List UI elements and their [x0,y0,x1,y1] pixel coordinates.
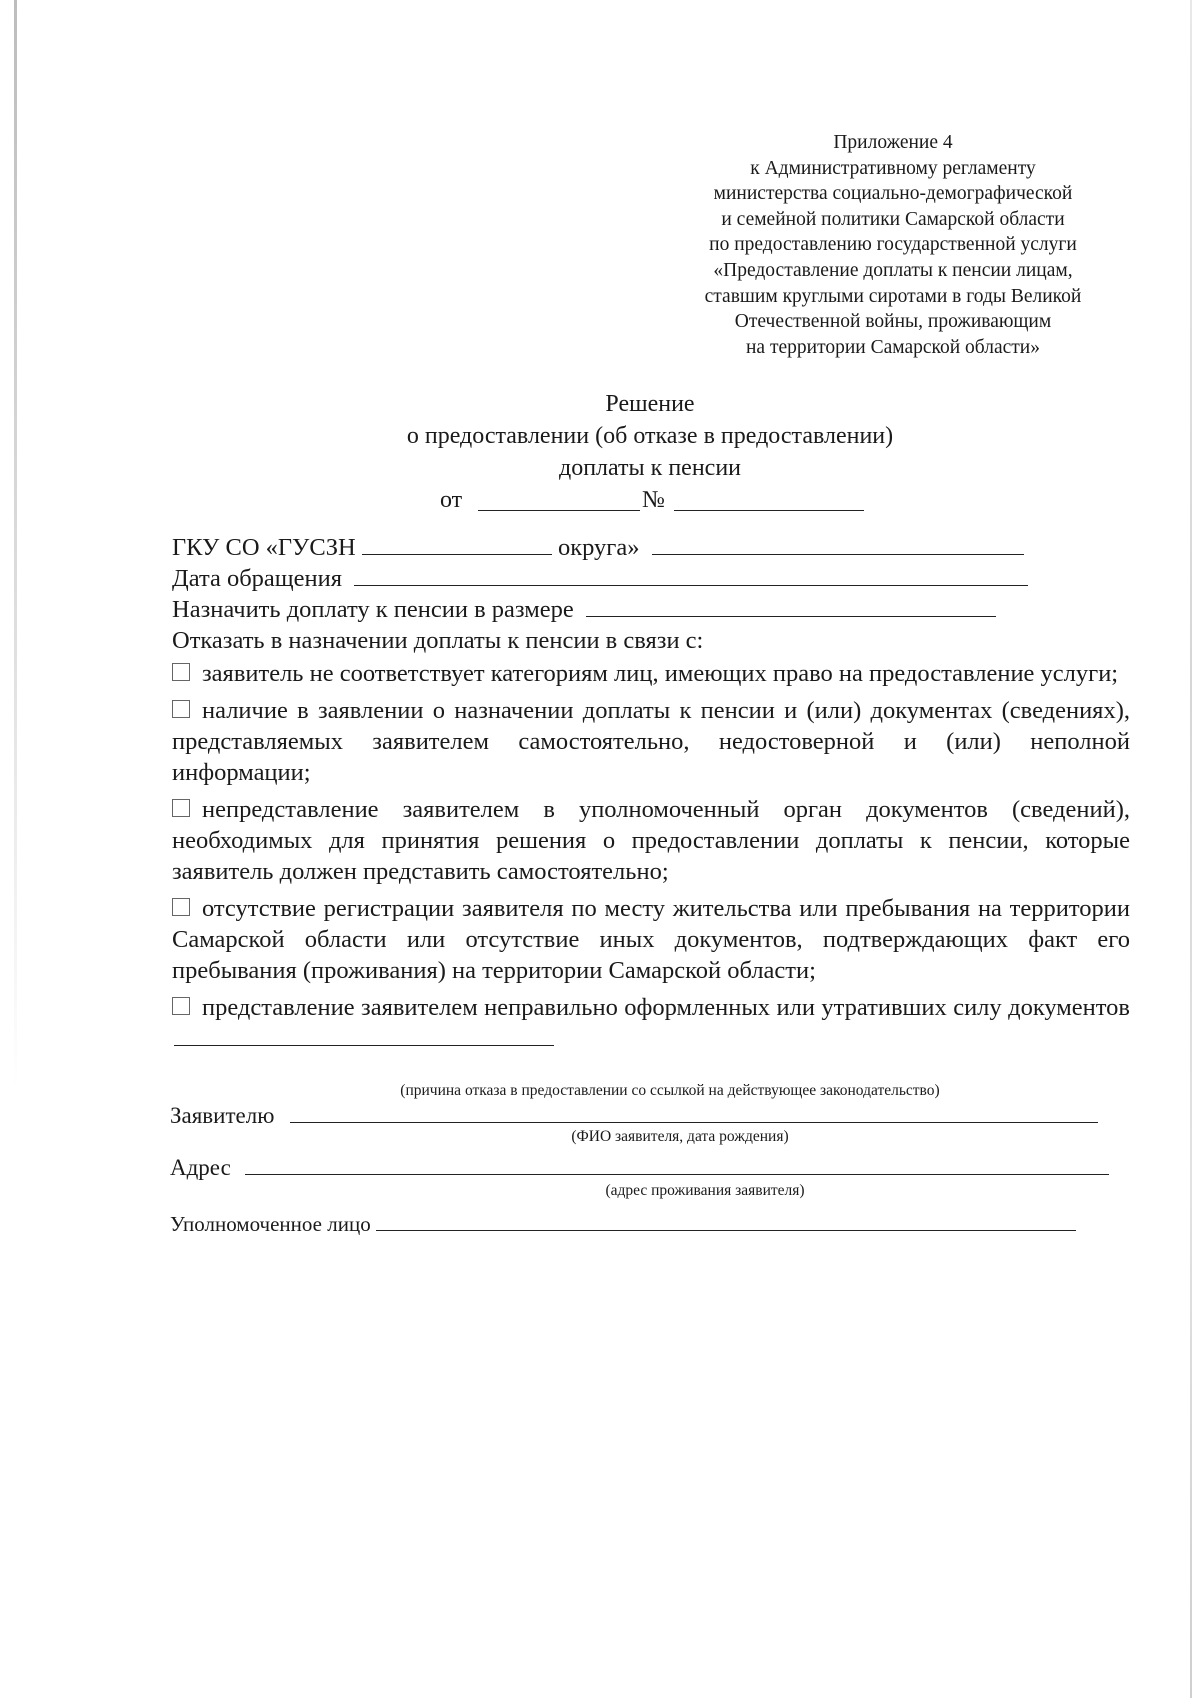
date-row [172,563,1130,594]
title-line: о предоставлении (об отказе в предоставлении) [406,423,894,449]
assign-label: Назначить доплату к пенсии в размере [172,596,574,623]
address-label: Адрес [170,1155,231,1180]
district-field[interactable] [362,532,552,555]
appeal-date-label: Дата обращения [172,565,343,592]
date-label: от [440,487,463,513]
reason-field[interactable] [174,1023,554,1046]
appendix-line: по предоставлению государственной услуги [709,234,1077,256]
number-label: № [642,487,665,513]
appeal-date-field[interactable] [354,563,1028,586]
appendix-header [658,130,1128,360]
reason-item [172,794,1130,887]
reason-caption: (причина отказа в предоставлении со ссылкой на действующее законодательство) [400,1082,940,1099]
gku-suffix: округа» [557,534,640,561]
footer-fields [170,1082,1130,1238]
appendix-line: ставшим круглыми сиротами в годы Великой [704,285,1082,307]
reason-item [172,992,1130,1054]
authorized-field[interactable] [376,1208,1076,1231]
appendix-line: к Административному регламенту [750,157,1036,179]
reason-text: заявитель не соответствует категориям лиц, имеющих право на предоставление услуги; [202,660,1119,687]
title-line: доплаты к пенсии [558,455,741,481]
appendix-line: на территории Самарской области» [746,336,1040,358]
reason-item [172,658,1130,689]
appendix-line: Приложение 4 [833,132,953,153]
reason-text: наличие в заявлении о назначении доплаты к пенсии и (или) документах (сведениях), представляемых заявителем самостоятельно, недостоверной и (или) неполной информации; [172,697,1130,786]
reason-text: представление заявителем неправильно оформленных или утративших силу документов [202,994,1130,1021]
scan-edge-shadow [14,0,17,1090]
address-row [170,1152,1130,1182]
appendix-line: «Предоставление доплаты к пенсии лицам, [713,259,1073,281]
gku-row [172,532,1130,563]
checkbox[interactable] [172,663,190,681]
assign-row [172,594,1130,625]
applicant-field[interactable] [290,1100,1098,1123]
scan-edge-shadow-right [1190,0,1192,1698]
authorized-label: Уполномоченное лицо [170,1212,371,1236]
title-line: Решение [605,391,695,417]
checkbox[interactable] [172,898,190,916]
applicant-label: Заявителю [170,1103,275,1128]
appendix-line: и семейной политики Самарской области [721,208,1065,230]
form-body [172,532,1130,1054]
applicant-caption: (ФИО заявителя, дата рождения) [571,1128,789,1145]
authorized-row [170,1208,1130,1238]
reason-item [172,695,1130,788]
reason-item [172,893,1130,986]
appendix-line: министерства социально-демографической [713,183,1073,205]
checkbox[interactable] [172,799,190,817]
address-field[interactable] [245,1152,1109,1175]
assign-amount-field[interactable] [586,594,996,617]
number-field[interactable] [674,510,864,511]
reason-text: непредставление заявителем в уполномоченный орган документов (сведений), необходимых для принятия решения о предоставлении доплаты к пенсии, которые заявитель должен представить самостоятельно; [172,796,1130,885]
document-title [300,388,1000,516]
refuse-label: Отказать в назначении доплаты к пенсии в связи с: [172,627,704,654]
checkbox[interactable] [172,997,190,1015]
refuse-row [172,625,1130,656]
applicant-row [170,1100,1130,1128]
date-number-line [300,484,1000,516]
gku-extra-field[interactable] [652,532,1024,555]
reason-text: отсутствие регистрации заявителя по месту жительства или пребывания на территории Самарской области или отсутствие иных документов, подтверждающих факт его пребывания (проживания) на территории Самарской области; [172,895,1130,984]
address-caption: (адрес проживания заявителя) [605,1182,805,1199]
gku-label: ГКУ СО «ГУСЗН [172,534,356,561]
checkbox[interactable] [172,700,190,718]
date-field[interactable] [478,510,640,511]
appendix-line: Отечественной войны, проживающим [734,311,1052,333]
